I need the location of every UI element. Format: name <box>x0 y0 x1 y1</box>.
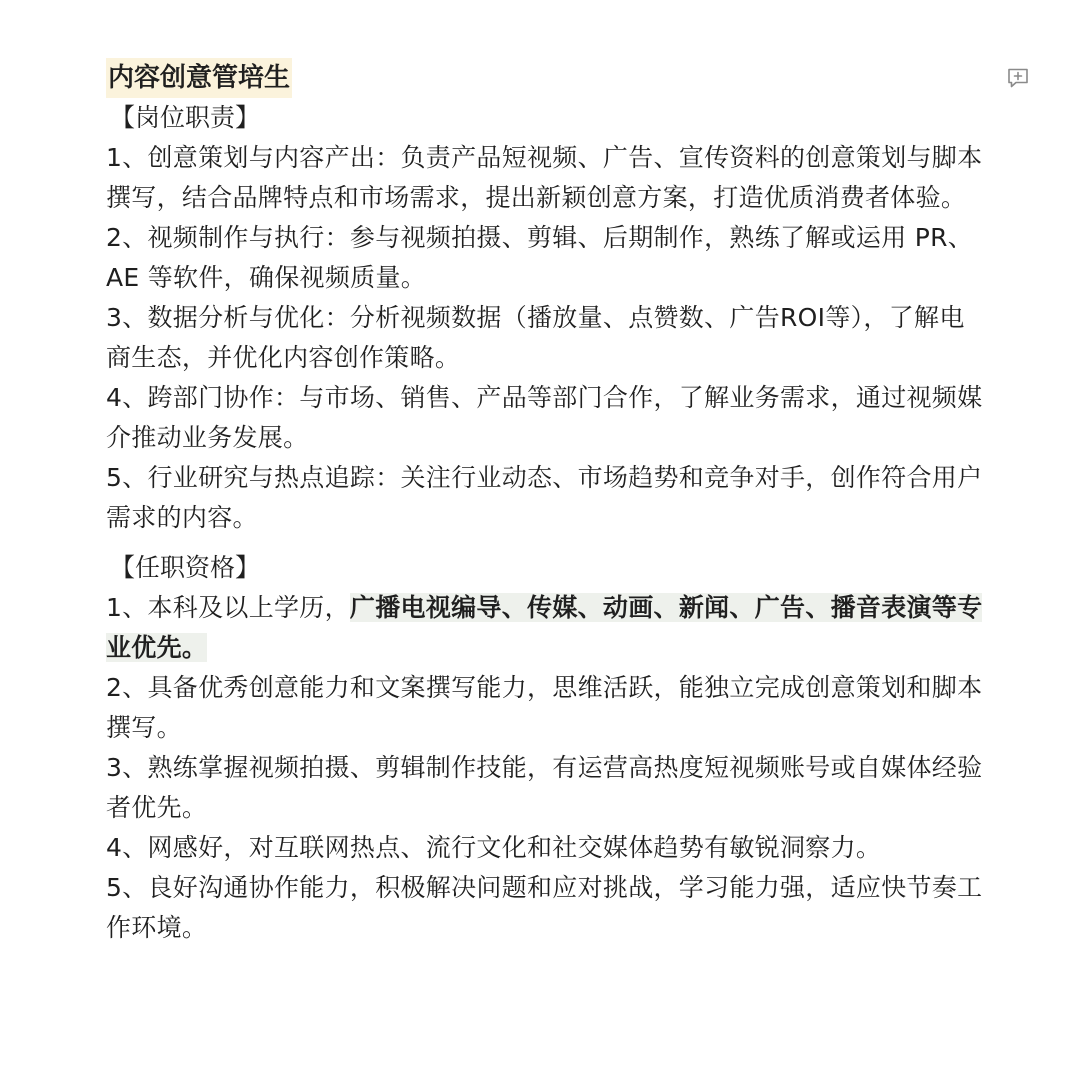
note-content <box>106 58 986 948</box>
comment-add-icon <box>1006 66 1030 90</box>
qualification-item-3[interactable]: 3、熟练掌握视频拍摄、剪辑制作技能，有运营高热度短视频账号或自媒体经验者优先。 <box>106 753 983 822</box>
duty-item-2[interactable]: 2、视频制作与执行：参与视频拍摄、剪辑、后期制作，熟练了解或运用 PR、AE 等软件，确保视频质量。 <box>106 223 974 292</box>
duty-item-3[interactable]: 3、数据分析与优化：分析视频数据（播放量、点赞数、广告ROI等），了解电商生态，并优化内容创作策略。 <box>106 303 965 372</box>
duty-item-1[interactable]: 1、创意策划与内容产出：负责产品短视频、广告、宣传资料的创意策划与脚本撰写，结合品牌特点和市场需求，提出新颖创意方案，打造优质消费者体验。 <box>106 143 983 212</box>
qualification-item-4[interactable]: 4、网感好，对互联网热点、流行文化和社交媒体趋势有敏锐洞察力。 <box>106 833 882 862</box>
qualification-item-2[interactable]: 2、具备优秀创意能力和文案撰写能力，思维活跃，能独立完成创意策划和脚本撰写。 <box>106 673 983 742</box>
qualification-item-1-prefix: 1、本科及以上学历， <box>106 593 350 622</box>
page-title-wrap <box>106 58 986 98</box>
duty-item-5[interactable]: 5、行业研究与热点追踪：关注行业动态、市场趋势和竞争对手，创作符合用户需求的内容。 <box>106 463 983 532</box>
duty-item-4[interactable]: 4、跨部门协作：与市场、销售、产品等部门合作，了解业务需求，通过视频媒介推动业务发展。 <box>106 383 983 452</box>
add-comment-button[interactable] <box>1006 66 1030 90</box>
qualification-item-5[interactable]: 5、良好沟通协作能力，积极解决问题和应对挑战，学习能力强，适应快节奏工作环境。 <box>106 873 983 942</box>
qualifications-header[interactable]: 【任职资格】 <box>110 553 261 582</box>
duties-header[interactable]: 【岗位职责】 <box>110 103 261 132</box>
qualification-item-1-highlight: 广播电视编导、传媒、动画、新闻、广告、播音表演等专业优先。 <box>106 593 983 662</box>
qualification-item-1[interactable] <box>106 588 986 668</box>
page-title[interactable]: 内容创意管培生 <box>106 58 292 98</box>
